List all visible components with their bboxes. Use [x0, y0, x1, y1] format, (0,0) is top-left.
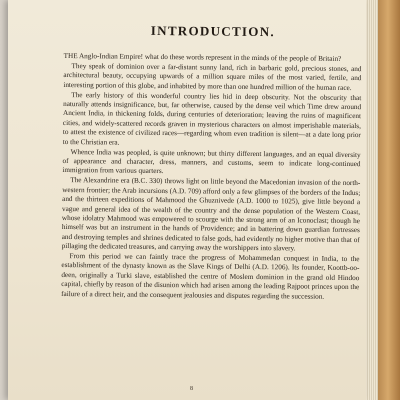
- paragraph: The Alexandrine era (B.C. 330) throws light on little beyond the Macedonian invasion of the north-western frontier; the Arab incursions (A.D. 709) afford only a few glimpses of the borders of the Indus; and the thirteen expeditions of Mahmood the Ghuznivede (A.D. 1000 to 1025), give little beyond a vague and general idea of the wealth of the country and the dense population of the Western Coast, whose idolatry Mahmood was empowered to scourge with the strong arm of an Iconoclast; though he himself was but an instrument in the hands of Providence; and in battering down guardian fortresses and destroying temples and shrines dedicated to false gods, had evidently no higher motive than that of pillaging the dedicated treasures, and carrying away the worshippers into slavery.: [61, 176, 361, 253]
- paragraph: THE Anglo-Indian Empire! what do these words represent in the minds of the people of Britain?: [63, 51, 342, 63]
- book-page: [8, 0, 366, 400]
- book-binding: [378, 0, 400, 400]
- paragraph: From this period we can faintly trace the progress of Mohammedan conquest in India, to the establishment of the dynasty known as the Slave Kings of Delhi (A.D. 1206). Its founder, Koottb-oo-deen, originally a Turki slave, established the centre of Moslem dominion in the grand old Hindoo capital, chiefly by reason of the disunion which had arisen among the leading Rajpoot princes upon the failure of a direct heir, and the consequent jealousies and disputes regarding the succession.: [61, 252, 360, 301]
- page-edges: [366, 0, 378, 400]
- page-number: 8: [190, 386, 193, 392]
- paragraph: They speak of dominion over a far-distant sunny land, rich in barbaric gold, precious stones, and architectural beauty, occupying upwards of a million square miles of the most varied, fertile, and interesting portion of this globe, and inhabited by more than one hundred million of the human race.: [63, 61, 362, 92]
- paragraph: Whence India was peopled, is quite unknown; but thirty different languages, and an equal diversity of appearance and character, dress, manners, and customs, seem to indicate long-continued immigration from various quarters.: [62, 147, 361, 176]
- page-title: INTRODUCTION.: [150, 22, 276, 40]
- page-content: [61, 22, 362, 302]
- paragraph: The early history of this wonderful country lies hid in deep obscurity. Not the obscurity that naturally attends insignificance, but, far otherwise, caused by the dense veil which Time drew around Ancient India, in thickening folds, during centuries of deterioration; leaving the ruins of magnificent cities, and widely-scattered records graven in mysterious characters on almost imperishable materials, to attest the existence of civilized races—regarding whom even tradition is silent—at a date long prior to the Christian era.: [62, 90, 362, 147]
